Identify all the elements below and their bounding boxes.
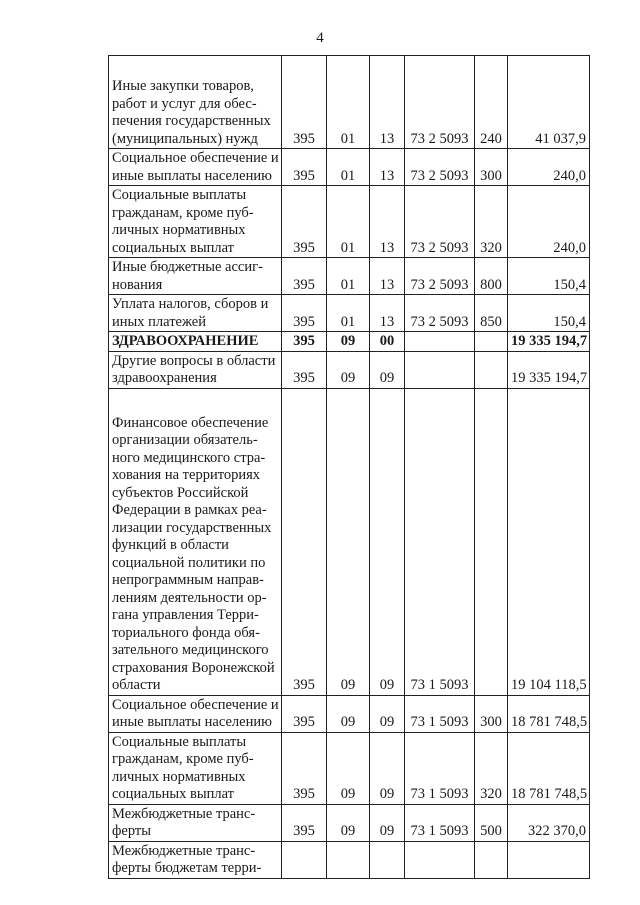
row-vr	[475, 388, 508, 695]
row-pr: 13	[370, 258, 405, 295]
row-csr	[405, 841, 475, 878]
row-rz: 01	[327, 258, 370, 295]
table-row	[109, 332, 590, 352]
row-name: Межбюджетные трансферты	[109, 804, 282, 841]
row-name: ЗДРАВООХРАНЕНИЕ	[109, 332, 282, 352]
row-rz: 01	[327, 56, 370, 149]
row-gr: 395	[282, 388, 327, 695]
row-gr: 395	[282, 295, 327, 332]
row-gr: 395	[282, 351, 327, 388]
row-gr: 395	[282, 56, 327, 149]
row-pr: 00	[370, 332, 405, 352]
row-vr: 300	[475, 149, 508, 186]
row-csr: 73 1 5093	[405, 804, 475, 841]
row-gr: 395	[282, 695, 327, 732]
table-row	[109, 695, 590, 732]
row-sum: 240,0	[508, 186, 590, 258]
row-pr: 09	[370, 732, 405, 804]
row-rz: 09	[327, 388, 370, 695]
row-name: Другие вопросы в области здравоохранения	[109, 351, 282, 388]
row-rz: 09	[327, 695, 370, 732]
row-csr: 73 2 5093	[405, 258, 475, 295]
row-sum: 18 781 748,5	[508, 732, 590, 804]
row-vr	[475, 841, 508, 878]
row-csr: 73 2 5093	[405, 295, 475, 332]
row-pr: 09	[370, 388, 405, 695]
row-sum: 41 037,9	[508, 56, 590, 149]
row-name: Социальное обеспечение и иные выплаты населению	[109, 695, 282, 732]
row-gr	[282, 841, 327, 878]
row-gr: 395	[282, 149, 327, 186]
row-name: Социальные выплаты гражданам, кроме публичных нормативных социальных выплат	[109, 186, 282, 258]
row-name: Иные закупки товаров, работ и услуг для обеспечения государственных (муниципальных) нужд	[109, 56, 282, 149]
row-sum: 240,0	[508, 149, 590, 186]
table-row	[109, 732, 590, 804]
row-rz: 09	[327, 804, 370, 841]
table-row	[109, 258, 590, 295]
row-pr	[370, 841, 405, 878]
table-row	[109, 295, 590, 332]
row-sum	[508, 841, 590, 878]
row-sum: 322 370,0	[508, 804, 590, 841]
row-gr: 395	[282, 732, 327, 804]
table-row	[109, 841, 590, 878]
row-csr: 73 1 5093	[405, 388, 475, 695]
row-rz: 09	[327, 351, 370, 388]
row-csr	[405, 351, 475, 388]
row-vr: 850	[475, 295, 508, 332]
row-pr: 09	[370, 695, 405, 732]
row-csr: 73 2 5093	[405, 186, 475, 258]
row-rz: 09	[327, 732, 370, 804]
row-name: Социальное обеспечение и иные выплаты населению	[109, 149, 282, 186]
row-pr: 09	[370, 804, 405, 841]
row-csr: 73 2 5093	[405, 56, 475, 149]
row-rz	[327, 841, 370, 878]
table-row	[109, 149, 590, 186]
table-row	[109, 186, 590, 258]
row-csr	[405, 332, 475, 352]
row-rz: 01	[327, 186, 370, 258]
row-vr: 320	[475, 732, 508, 804]
row-sum: 150,4	[508, 295, 590, 332]
row-vr: 240	[475, 56, 508, 149]
row-pr: 13	[370, 149, 405, 186]
row-vr: 800	[475, 258, 508, 295]
row-sum: 19 335 194,7	[508, 332, 590, 352]
row-csr: 73 1 5093	[405, 695, 475, 732]
table-row	[109, 804, 590, 841]
budget-table	[108, 55, 590, 879]
row-vr	[475, 332, 508, 352]
row-vr	[475, 351, 508, 388]
table-row	[109, 388, 590, 695]
row-name: Уплата налогов, сборов и иных платежей	[109, 295, 282, 332]
row-name: Социальные выплаты гражданам, кроме публичных нормативных социальных выплат	[109, 732, 282, 804]
row-name: Финансовое обеспечение организации обязательного медицинского страхования на территориях субъектов Российской Федерации в рамках реализации государственных функций в области социальной политики по непрограммным направлениям деятельности органа управления Территориального фонда обязательного медицинского страхования Воронежской области	[109, 388, 282, 695]
row-vr: 320	[475, 186, 508, 258]
row-name: Иные бюджетные ассигнования	[109, 258, 282, 295]
row-pr: 09	[370, 351, 405, 388]
row-sum: 19 104 118,5	[508, 388, 590, 695]
row-csr: 73 2 5093	[405, 149, 475, 186]
row-name: Межбюджетные трансферты бюджетам терри-	[109, 841, 282, 878]
row-rz: 01	[327, 149, 370, 186]
row-vr: 300	[475, 695, 508, 732]
row-gr: 395	[282, 258, 327, 295]
row-rz: 01	[327, 295, 370, 332]
row-pr: 13	[370, 186, 405, 258]
row-sum: 150,4	[508, 258, 590, 295]
table-row	[109, 351, 590, 388]
row-sum: 19 335 194,7	[508, 351, 590, 388]
row-pr: 13	[370, 295, 405, 332]
row-vr: 500	[475, 804, 508, 841]
row-pr: 13	[370, 56, 405, 149]
page-number: 4	[316, 30, 324, 46]
table-row	[109, 56, 590, 149]
row-gr: 395	[282, 804, 327, 841]
row-gr: 395	[282, 332, 327, 352]
row-gr: 395	[282, 186, 327, 258]
row-csr: 73 1 5093	[405, 732, 475, 804]
row-sum: 18 781 748,5	[508, 695, 590, 732]
row-rz: 09	[327, 332, 370, 352]
